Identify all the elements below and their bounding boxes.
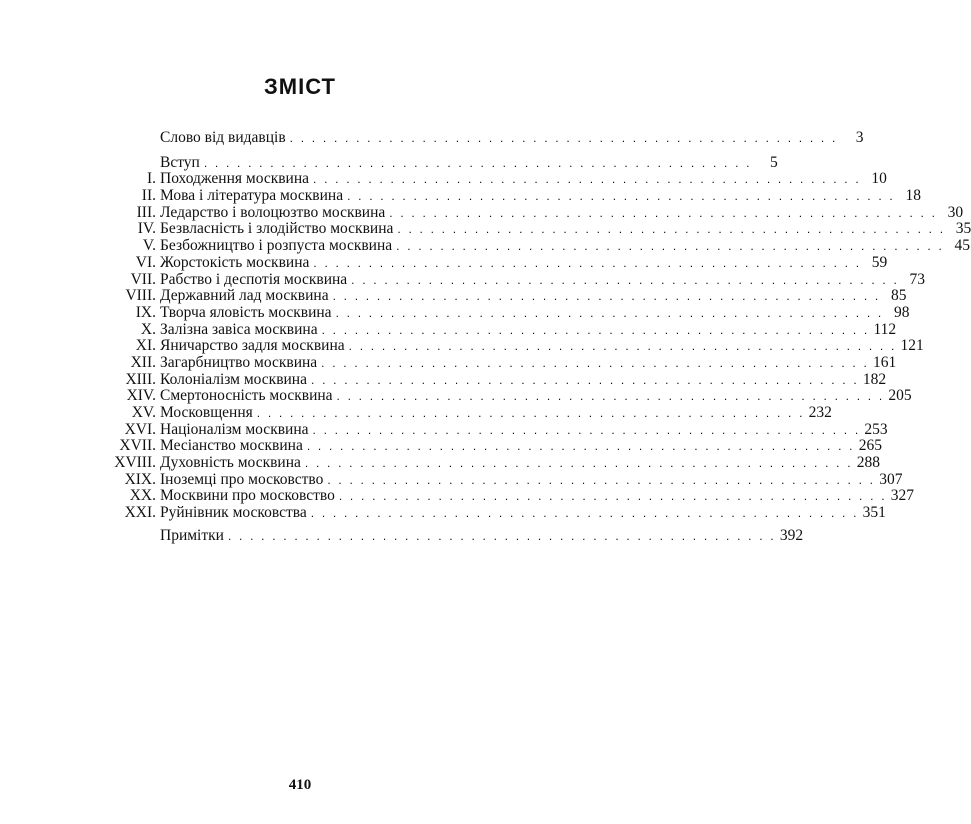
toc-leader-dots: . . . . . . . . . . . . . . . . . . . . . . . . . . . . . . . . . . . . . . . . . . . . . . . . . . <box>335 305 884 320</box>
toc-entry-number: XX. <box>129 487 156 505</box>
toc-entry <box>100 170 887 188</box>
toc-entry-number: XVII. <box>119 437 156 455</box>
toc-entry-page: 98 <box>893 303 910 321</box>
toc-entry-page: 59 <box>871 253 888 271</box>
toc-entry-title: Мова і література москвина <box>160 187 344 205</box>
toc-entry <box>100 504 886 522</box>
toc-entry <box>100 526 804 545</box>
toc-entry <box>100 320 897 339</box>
toc-entry-number: XXI. <box>124 504 156 522</box>
toc-entry <box>100 470 903 489</box>
toc-entry-page: 121 <box>900 337 924 355</box>
toc-entry-title: Іноземці про московство <box>160 470 324 488</box>
page-number: 410 <box>288 777 312 793</box>
toc-entry-page: 35 <box>955 220 971 238</box>
toc-entry-page: 288 <box>856 454 881 472</box>
toc-entry <box>100 404 832 422</box>
toc-entry <box>100 187 921 205</box>
toc-entry <box>100 270 926 289</box>
toc-entry-page: 45 <box>954 237 971 255</box>
toc-entry <box>100 237 971 255</box>
toc-entry <box>100 337 924 355</box>
toc-entry-number: X. <box>140 320 156 338</box>
toc-entry-page: 182 <box>862 370 887 388</box>
toc-entry-title: Яничарство задля москвина <box>160 337 345 355</box>
toc-entry <box>100 287 907 305</box>
toc-entry-page: 5 <box>769 153 778 171</box>
toc-entry-page: 10 <box>871 170 887 188</box>
toc-entry-page: 161 <box>873 353 897 371</box>
toc-leader-dots: . . . . . . . . . . . . . . . . . . . . . . . . . . . . . . . . . . . . . . . . . . . . . . . . . . <box>327 472 876 487</box>
toc-entry-number: IV. <box>137 220 156 238</box>
toc-leader-dots: . . . . . . . . . . . . . . . . . . . . . . . . . . . . . . . . . . . . . . . . . . . . . . . . . . <box>389 205 938 220</box>
toc-entry-title: Творча яловість москвина <box>160 303 332 321</box>
toc-entry <box>100 220 971 238</box>
toc-leader-dots: . . . . . . . . . . . . . . . . . . . . . . . . . . . . . . . . . . . . . . . . . . . . . . . . . . <box>304 456 853 471</box>
toc-leader-dots: . . . . . . . . . . . . . . . . . . . . . . . . . . . . . . . . . . . . . . . . . . . . . . . . . . <box>396 239 945 254</box>
toc-entry-title: Вступ <box>160 153 200 171</box>
toc-entry-number: XI. <box>135 337 156 355</box>
toc-leader-dots: . . . . . . . . . . . . . . . . . . . . . . . . . . . . . . . . . . . . . . . . . . . . . . . . . . <box>306 439 855 454</box>
toc-entry-page: 265 <box>858 437 882 455</box>
toc-leader-dots: . . . . . . . . . . . . . . . . . . . . . . . . . . . . . . . . . . . . . . . . . . . . . . . . . . <box>289 131 838 145</box>
toc-entry-page: 327 <box>890 487 914 505</box>
toc-entry-title: Руйнівник московства <box>160 504 307 522</box>
toc-entry-page: 205 <box>888 387 912 405</box>
toc-entry-title: Державний лад москвина <box>160 287 329 305</box>
toc-entry-number: XIX. <box>124 470 156 488</box>
toc-entry-number: XIV. <box>126 387 156 405</box>
toc-entry-title: Залізна завіса москвина <box>160 320 318 338</box>
toc-entry <box>100 454 881 472</box>
toc-entry-number: II. <box>141 187 156 205</box>
toc-entry-number: V. <box>142 237 156 255</box>
toc-entry-page: 253 <box>864 420 888 438</box>
toc-leader-dots: . . . . . . . . . . . . . . . . . . . . . . . . . . . . . . . . . . . . . . . . . . . . . . . . . . <box>321 355 870 370</box>
toc-entry-number: IX. <box>135 303 156 321</box>
toc-entry-title: Безвласність і злодійство москвина <box>160 220 394 238</box>
toc-leader-dots: . . . . . . . . . . . . . . . . . . . . . . . . . . . . . . . . . . . . . . . . . . . . . . . . . . <box>338 489 887 504</box>
toc-entry <box>100 353 897 372</box>
toc-entry-title: Москвини про московство <box>160 487 335 505</box>
toc-entry-number: VIII. <box>125 287 156 305</box>
toc-entry-title: Слово від видавців <box>160 129 286 146</box>
toc-entry <box>100 303 910 322</box>
toc-entry-title: Жорстокість москвина <box>160 253 310 271</box>
toc-entry <box>100 129 864 147</box>
toc-leader-dots: . . . . . . . . . . . . . . . . . . . . . . . . . . . . . . . . . . . . . . . . . . . . . . . . . . <box>348 339 897 354</box>
toc-entry-page: 85 <box>890 287 907 305</box>
toc-leader-dots: . . . . . . . . . . . . . . . . . . . . . . . . . . . . . . . . . . . . . . . . . . . . . . . . . . <box>312 422 861 437</box>
toc-leader-dots: . . . . . . . . . . . . . . . . . . . . . . . . . . . . . . . . . . . . . . . . . . . . . . . . . . <box>227 528 776 543</box>
toc-entry-title: Націоналізм москвина <box>160 420 309 438</box>
toc-entry-title: Месіанство москвина <box>160 437 303 455</box>
toc-entry-number: I. <box>146 170 156 188</box>
toc-entry-page: 392 <box>779 526 804 544</box>
toc-leader-dots: . . . . . . . . . . . . . . . . . . . . . . . . . . . . . . . . . . . . . . . . . . . . . . . . . . <box>397 222 946 237</box>
toc-entry-number: VII. <box>130 270 156 288</box>
toc-leader-dots: . . . . . . . . . . . . . . . . . . . . . . . . . . . . . . . . . . . . . . . . . . . . . . . . . . <box>256 406 805 420</box>
toc-leader-dots: . . . . . . . . . . . . . . . . . . . . . . . . . . . . . . . . . . . . . . . . . . . . . . . . . . <box>347 189 895 204</box>
toc-entry-title: Ледарство і волоцюзтво москвина <box>160 203 386 221</box>
toc-entry-title: Безбожництво і розпуста москвина <box>160 237 393 255</box>
table-of-contents <box>100 129 971 545</box>
page-title: ЗМІСТ <box>264 74 336 99</box>
toc-entry <box>100 387 912 405</box>
toc-leader-dots: . . . . . . . . . . . . . . . . . . . . . . . . . . . . . . . . . . . . . . . . . . . . . . . . . . <box>311 372 859 387</box>
toc-entry-page: 3 <box>855 129 864 146</box>
toc-entry <box>100 487 914 505</box>
toc-leader-dots: . . . . . . . . . . . . . . . . . . . . . . . . . . . . . . . . . . . . . . . . . . . . . . . . . . <box>336 389 885 404</box>
toc-leader-dots: . . . . . . . . . . . . . . . . . . . . . . . . . . . . . . . . . . . . . . . . . . . . . . . . . . <box>321 322 870 337</box>
toc-entry <box>100 203 964 222</box>
toc-entry <box>100 437 882 455</box>
toc-entry-number: XV. <box>131 404 156 421</box>
toc-entry-title: Духовність москвина <box>160 454 301 472</box>
toc-entry-title: Загарбництво москвина <box>160 353 318 371</box>
toc-entry-number: VI. <box>135 253 156 271</box>
toc-entry-title: Московщення <box>160 404 253 421</box>
toc-entry-page: 30 <box>947 203 964 221</box>
toc-leader-dots: . . . . . . . . . . . . . . . . . . . . . . . . . . . . . . . . . . . . . . . . . . . . . . . . . . <box>313 172 861 187</box>
toc-entry-number: III. <box>136 203 156 221</box>
toc-entry-number: XII. <box>130 353 156 371</box>
toc-entry <box>100 253 888 272</box>
toc-entry-number: XVI. <box>124 420 156 438</box>
toc-entry-page: 112 <box>873 320 897 338</box>
toc-entry <box>100 370 887 389</box>
toc-entry-title: Примітки <box>160 526 224 544</box>
toc-entry-title: Рабство і деспотія москвина <box>160 270 348 288</box>
toc-leader-dots: . . . . . . . . . . . . . . . . . . . . . . . . . . . . . . . . . . . . . . . . . . . . . . . . . . <box>332 289 881 304</box>
toc-leader-dots: . . . . . . . . . . . . . . . . . . . . . . . . . . . . . . . . . . . . . . . . . . . . . . . . . . <box>203 155 752 170</box>
toc-entry-page: 351 <box>862 504 886 522</box>
toc-leader-dots: . . . . . . . . . . . . . . . . . . . . . . . . . . . . . . . . . . . . . . . . . . . . . . . . . . <box>310 506 859 521</box>
toc-leader-dots: . . . . . . . . . . . . . . . . . . . . . . . . . . . . . . . . . . . . . . . . . . . . . . . . . . <box>313 255 862 270</box>
toc-entry-page: 73 <box>909 270 926 288</box>
toc-entry-number: XVIII. <box>114 454 156 472</box>
toc-entry-title: Смертоносність москвина <box>160 387 333 405</box>
toc-leader-dots: . . . . . . . . . . . . . . . . . . . . . . . . . . . . . . . . . . . . . . . . . . . . . . . . . . <box>351 272 900 287</box>
toc-entry-title: Колоніалізм москвина <box>160 370 307 388</box>
toc-entry <box>100 153 778 172</box>
toc-entry <box>100 420 888 439</box>
toc-entry-title: Походження москвина <box>160 170 310 188</box>
toc-entry-number: XIII. <box>125 370 156 388</box>
toc-entry-page: 18 <box>905 187 921 205</box>
toc-entry-page: 232 <box>808 404 832 421</box>
toc-entry-page: 307 <box>879 470 903 488</box>
